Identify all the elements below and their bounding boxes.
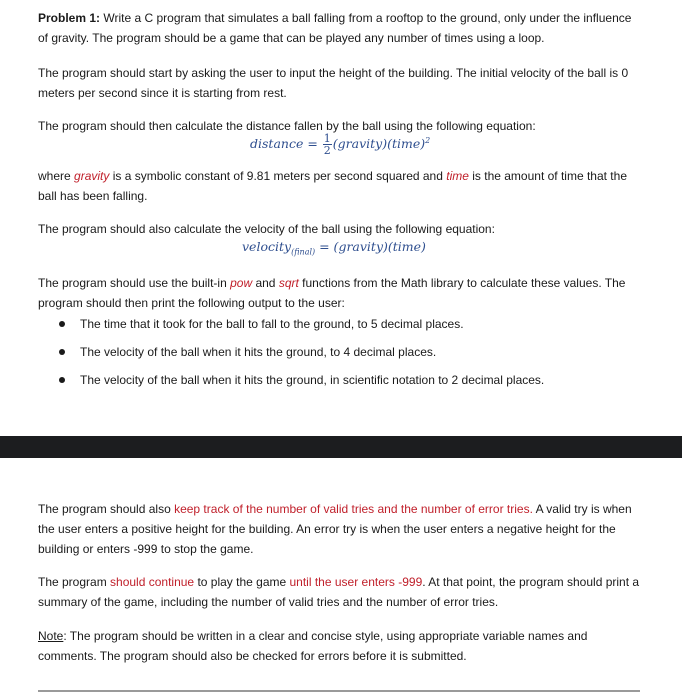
list-item: The velocity of the ball when it hits the ground, to 4 decimal places.: [80, 345, 437, 359]
page-separator-bar: [0, 436, 682, 458]
until-highlight: until the user enters -999: [289, 575, 423, 589]
bullet-icon: [59, 321, 65, 327]
velocity-lead: The program should also calculate the velocity of the ball using the following equation:: [38, 222, 495, 236]
note-label: Note: [38, 629, 64, 643]
velocity-equation: velocity$_{(final)}$ = (gravity)(time): [242, 239, 426, 257]
bottom-rule: [38, 690, 640, 692]
bullet-icon: [59, 349, 65, 355]
where-paragraph: where gravity is a symbolic constant of 9.81 meters per second squared and time is the amount of time that the ball has been falling.: [38, 169, 627, 203]
tracking-highlight: keep track of the number of valid tries and the number of error tries.: [174, 502, 533, 516]
note-paragraph: Note: The program should be written in a clear and concise style, using appropriate variable names and comments. The program should also be checked for errors before it is submitted.: [38, 629, 588, 663]
list-item: The velocity of the ball when it hits the ground, in scientific notation to 2 decimal places.: [80, 373, 545, 387]
list-item: The time that it took for the ball to fall to the ground, to 5 decimal places.: [80, 317, 464, 331]
time-term: time: [446, 169, 469, 183]
distance-equation: distance = $\frac{1}{2}$ (gravity)(time)$^2$: [250, 132, 431, 157]
functions-paragraph: The program should use the built-in pow and sqrt functions from the Math library to calculate these values. The program should then print the following output to the user:: [38, 276, 626, 310]
problem-intro: Problem 1: Write a C program that simulates a ball falling from a rooftop to the ground, only under the influence of gravity. The program should be a game that can be played any number of times using a loop.: [38, 11, 632, 45]
pow-term: pow: [230, 276, 253, 290]
continue-highlight: should continue: [110, 575, 195, 589]
problem-label: Problem 1:: [38, 11, 101, 25]
distance-lead: The program should then calculate the distance fallen by the ball using the following equation:: [38, 119, 536, 133]
tracking-paragraph: The program should also keep track of the number of valid tries and the number of error tries. A valid try is when the user enters a positive height for the building. An error try is when the user enters a negative height for the building or enters -999 to stop the game.: [38, 502, 632, 556]
start-paragraph: The program should start by asking the user to input the height of the building. The initial velocity of the ball is 0 meters per second since it is starting from rest.: [38, 66, 629, 100]
continue-paragraph: The program should continue to play the game until the user enters -999. At that point, the program should print a summary of the game, including the number of valid tries and the number of error tries.: [38, 575, 640, 609]
bullet-icon: [59, 377, 65, 383]
gravity-term: gravity: [74, 169, 110, 183]
half-fraction: $\frac{1}{2}$: [323, 132, 331, 157]
sqrt-term: sqrt: [278, 276, 299, 290]
